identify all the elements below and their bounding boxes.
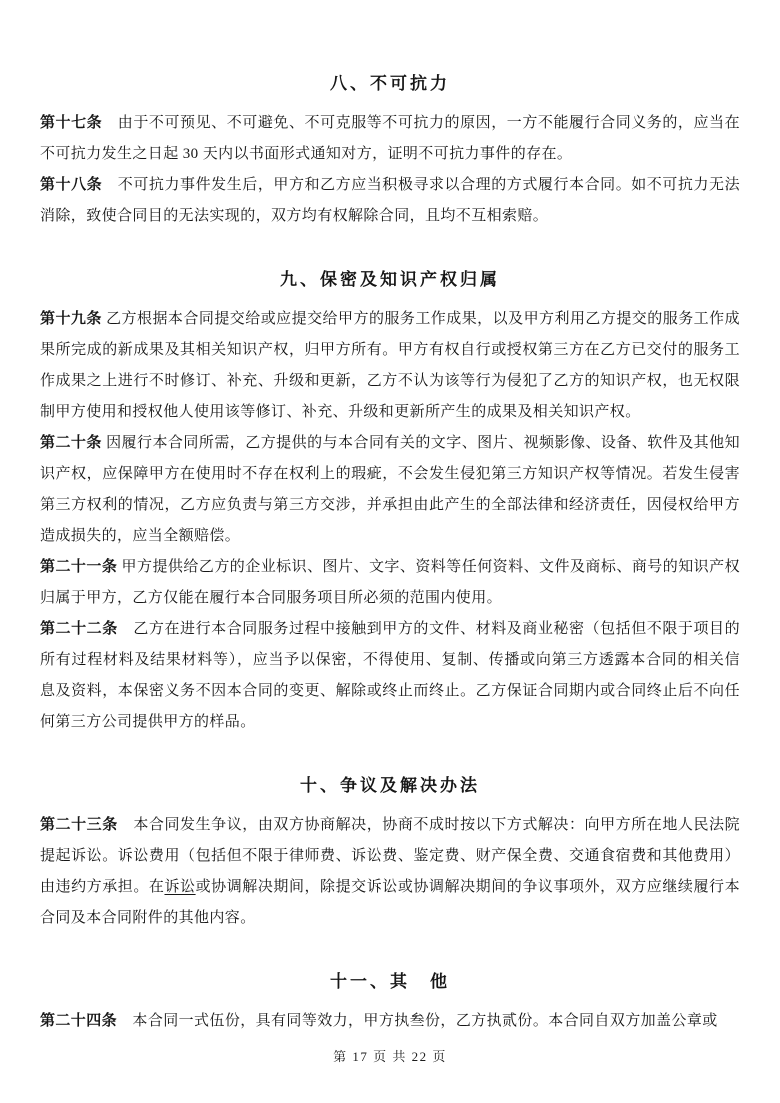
contract-clause: [40, 1006, 740, 1037]
contract-clause: [40, 108, 740, 170]
document-body: [40, 72, 740, 1037]
contract-clause: [40, 170, 740, 232]
page-footer: 第 17 页 共 22 页: [333, 1049, 447, 1064]
clause-text: 因履行本合同所需，乙方提供的与本合同有关的文字、图片、视频影像、设备、软件及其他知识产权，应保障甲方在使用时不存在权利上的瑕疵，不会发生侵犯第三方知识产权等情况。若发生侵害第三方权利的情况，乙方应负责与第三方交涉，并承担由此产生的全部法律和经济责任，因侵权给甲方造成损失的，应当全额赔偿。: [40, 435, 740, 544]
clause-number: 第十八条: [40, 177, 103, 193]
clause-number: 第二十三条: [40, 817, 118, 833]
contract-clause: [40, 304, 740, 428]
contract-clause: [40, 552, 740, 614]
section-heading: 八、不可抗力: [330, 74, 450, 93]
clause-text: 本合同一式伍份，具有同等效力，甲方执叁份，乙方执贰份。本合同自双方加盖公章或: [117, 1013, 718, 1029]
section-heading: 十一、其 他: [330, 972, 450, 991]
contract-clause: [40, 810, 740, 934]
clause-number: 第二十一条: [40, 559, 118, 575]
clause-text: 由于不可预见、不可避免、不可克服等不可抗力的原因，一方不能履行合同义务的，应当在不可抗力发生之日起 30 天内以书面形式通知对方，证明不可抗力事件的存在。: [40, 115, 741, 162]
clause-number: 第二十条: [40, 435, 102, 451]
clause-text: 乙方在进行本合同服务过程中接触到甲方的文件、材料及商业秘密（包括但不限于项目的所有过程材料及结果材料等），应当予以保密，不得使用、复制、传播或向第三方透露本合同的相关信息及资料，本保密义务不因本合同的变更、解除或终止而终止。乙方保证合同期内或合同终止后不向任何第三方公司提供甲方的样品。: [40, 621, 740, 730]
clause-text: 甲方提供给乙方的企业标识、图片、文字、资料等任何资料、文件及商标、商号的知识产权归属于甲方，乙方仅能在履行本合同服务项目所必须的范围内使用。: [40, 559, 740, 606]
clause-text: 或协调解决期间，除提交诉讼或协调解决期间的争议事项外，双方应继续履行本合同及本合同附件的其他内容。: [40, 879, 740, 926]
section-heading: 十、争议及解决办法: [300, 776, 480, 795]
clause-number: 第十七条: [40, 115, 103, 131]
clause-number: 第二十二条: [40, 621, 118, 637]
contract-clause: [40, 614, 740, 738]
clause-text: 乙方根据本合同提交给或应提交给甲方的服务工作成果，以及甲方利用乙方提交的服务工作成果所完成的新成果及其相关知识产权，归甲方所有。甲方有权自行或授权第三方在乙方已交付的服务工作成果之上进行不时修订、补充、升级和更新，乙方不认为该等行为侵犯了乙方的知识产权，也无权限制甲方使用和授权他人使用该等修订、补充、升级和更新所产生的成果及相关知识产权。: [40, 311, 740, 420]
clause-number: 第二十四条: [40, 1013, 118, 1029]
section-heading: 九、保密及知识产权归属: [280, 270, 500, 289]
clause-text: 本合同发生争议，由双方协商解决，协商不成时按以下方式解决：向甲方所在地人民法院提起诉讼。诉讼费用（包括但不限于律师费、诉讼费、鉴定费、财产保全费、交通食宿费和其他费用）由违约方承担。在: [40, 817, 740, 895]
clause-text: 不可抗力事件发生后，甲方和乙方应当积极寻求以合理的方式履行本合同。如不可抗力无法消除，致使合同目的无法实现的，双方均有权解除合同，且均不互相索赔。: [40, 177, 741, 224]
underlined-term: 诉讼: [164, 879, 196, 895]
contract-clause: [40, 428, 740, 552]
clause-number: 第十九条: [40, 311, 102, 327]
